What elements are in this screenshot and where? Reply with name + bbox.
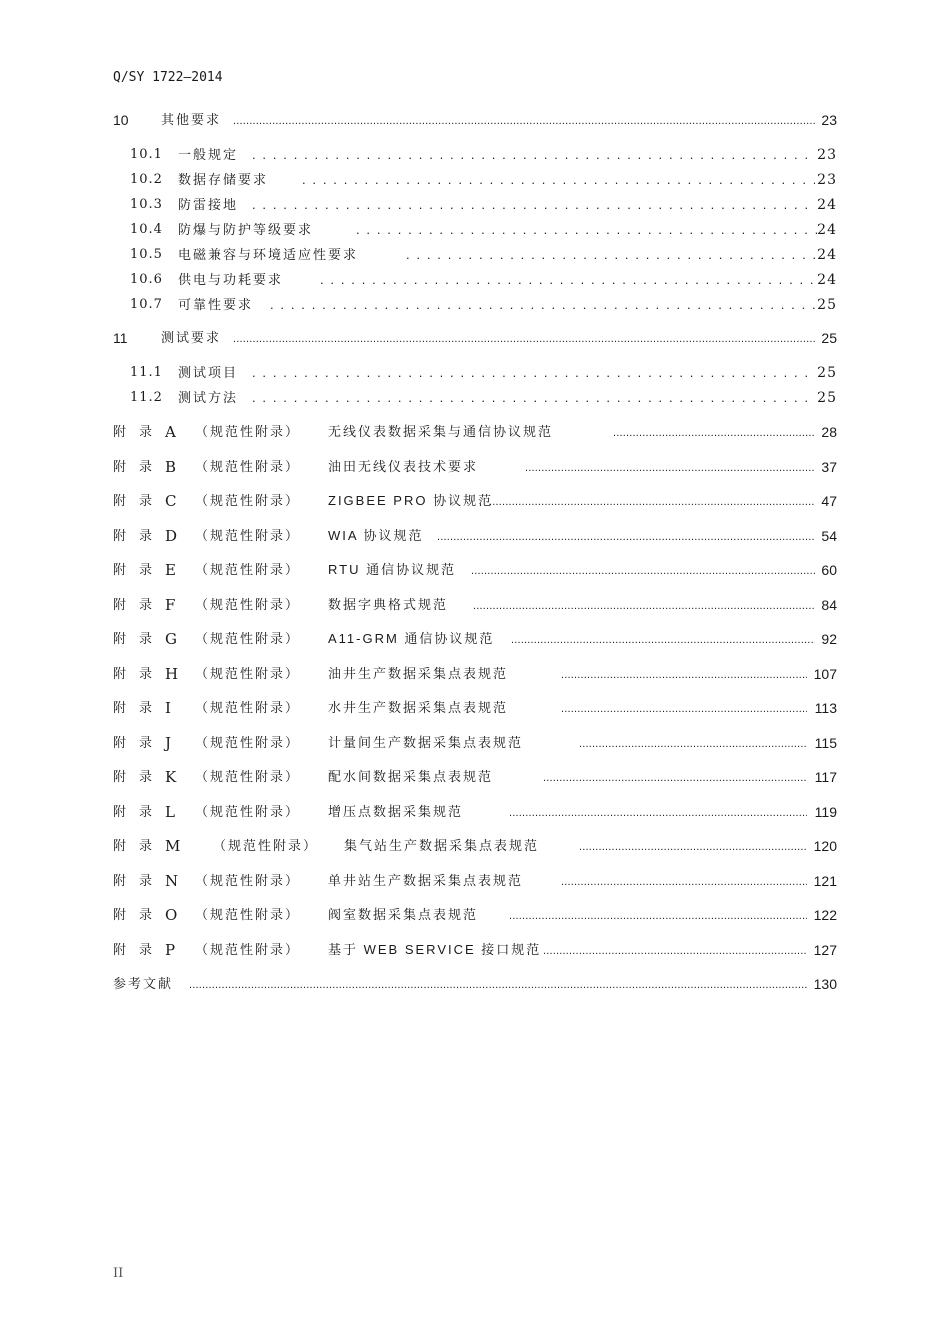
toc-page: 25 (817, 390, 837, 406)
annex-entry[interactable] (113, 802, 837, 822)
annex-word: 录 (139, 459, 153, 474)
annex-page: 92 (821, 631, 837, 647)
annex-word: 录 (139, 873, 153, 888)
annex-kind: （规范性附录） (195, 942, 301, 957)
annex-letter: G (165, 630, 177, 648)
annex-kind: （规范性附录） (195, 907, 301, 922)
annex-entry[interactable] (113, 698, 837, 718)
annex-entry[interactable] (113, 422, 837, 442)
toc-number: 10 (113, 112, 129, 128)
annex-letter: O (165, 906, 178, 924)
toc-entry[interactable] (113, 328, 837, 348)
annex-entry[interactable] (113, 491, 837, 511)
toc-title: 一般规定 (178, 147, 239, 162)
toc-entry[interactable] (130, 245, 837, 265)
annex-letter: H (165, 665, 179, 683)
annex-word: 录 (139, 838, 153, 853)
annex-entry[interactable] (113, 664, 837, 684)
annex-entry[interactable] (113, 629, 837, 649)
annex-word: 附 (113, 769, 127, 784)
annex-entry[interactable] (113, 836, 837, 856)
annex-page: 37 (821, 459, 837, 475)
annex-entry[interactable] (113, 767, 837, 787)
toc-entry[interactable] (130, 363, 837, 383)
annex-word: 附 (113, 942, 127, 957)
annex-kind: （规范性附录） (195, 700, 301, 715)
annex-kind: （规范性附录） (195, 631, 301, 646)
toc-page: 24 (817, 222, 837, 238)
annex-title: 油田无线仪表技术要求 (328, 459, 479, 474)
toc-number: 10.4 (130, 222, 163, 237)
leader-dots (613, 422, 815, 443)
annex-word: 录 (139, 631, 153, 646)
toc-page: 23 (821, 112, 837, 128)
page-number: II (113, 1266, 124, 1281)
leader-dots (579, 733, 807, 754)
annex-page: 84 (821, 597, 837, 613)
leader-dots (252, 195, 815, 215)
toc-page: 24 (817, 247, 837, 263)
annex-word: 录 (139, 769, 153, 784)
annex-letter: E (165, 561, 176, 579)
annex-word: 附 (113, 597, 127, 612)
annex-word: 录 (139, 597, 153, 612)
leader-dots (356, 220, 819, 240)
toc-page: 25 (821, 330, 837, 346)
annex-title: 配水间数据采集点表规范 (328, 769, 494, 784)
annex-title: 计量间生产数据采集点表规范 (328, 735, 524, 750)
toc-entry[interactable] (130, 220, 837, 240)
annex-kind: （规范性附录） (195, 666, 301, 681)
annex-letter: B (165, 458, 177, 476)
annex-word: 录 (139, 666, 153, 681)
annex-letter: M (165, 837, 181, 855)
toc-page: 23 (817, 147, 837, 163)
annex-word: 录 (139, 735, 153, 750)
annex-title: 水井生产数据采集点表规范 (328, 700, 509, 715)
annex-title: 增压点数据采集规范 (328, 804, 464, 819)
annex-word: 录 (139, 700, 153, 715)
annex-kind: （规范性附录） (195, 493, 301, 508)
annex-kind: （规范性附录） (195, 597, 301, 612)
toc-number: 10.3 (130, 197, 163, 212)
annex-title: 无线仪表数据采集与通信协议规范 (328, 424, 554, 439)
toc-number: 10.1 (130, 147, 163, 162)
annex-word: 附 (113, 838, 127, 853)
annex-page: 28 (821, 424, 837, 440)
annex-kind: （规范性附录） (195, 528, 301, 543)
annex-word: 附 (113, 873, 127, 888)
annex-kind: （规范性附录） (195, 459, 301, 474)
annex-entry[interactable] (113, 940, 837, 960)
document-code: Q/SY 1722—2014 (113, 70, 223, 85)
leader-dots (437, 526, 815, 547)
annex-word: 附 (113, 562, 127, 577)
leader-dots (233, 110, 815, 131)
annex-page: 113 (814, 700, 837, 716)
annex-page: 121 (813, 873, 837, 889)
annex-title: ZIGBEE PRO 协议规范 (328, 493, 494, 508)
toc-entry[interactable] (113, 110, 837, 130)
toc-title: 供电与功耗要求 (178, 272, 284, 287)
annex-entry[interactable] (113, 526, 837, 546)
toc-entry[interactable] (130, 270, 837, 290)
annex-kind: （规范性附录） (213, 838, 319, 853)
annex-kind: （规范性附录） (195, 769, 301, 784)
leader-dots (525, 457, 815, 478)
annex-title: A11-GRM 通信协议规范 (328, 631, 495, 646)
annex-entry[interactable] (113, 595, 837, 615)
annex-title: 基于 WEB SERVICE 接口规范 (328, 942, 542, 957)
toc-title: 数据存储要求 (178, 172, 269, 187)
annex-kind: （规范性附录） (195, 562, 301, 577)
annex-letter: I (165, 699, 171, 717)
toc-page: 25 (817, 297, 837, 313)
annex-page: 60 (821, 562, 837, 578)
leader-dots (561, 664, 807, 685)
annex-word: 录 (139, 424, 153, 439)
annex-word: 附 (113, 631, 127, 646)
toc-title: 电磁兼容与环境适应性要求 (178, 247, 359, 262)
toc-entry[interactable] (130, 388, 837, 408)
annex-page: 117 (814, 769, 837, 785)
annex-word: 附 (113, 666, 127, 681)
annex-word: 附 (113, 700, 127, 715)
toc-title: 测试方法 (178, 390, 239, 405)
annex-title: 数据字典格式规范 (328, 597, 449, 612)
annex-letter: J (165, 734, 172, 752)
annex-kind: （规范性附录） (195, 424, 301, 439)
toc-title: 其他要求 (161, 112, 222, 127)
annex-title: 阀室数据采集点表规范 (328, 907, 479, 922)
annex-word: 附 (113, 459, 127, 474)
toc-number: 10.5 (130, 247, 163, 262)
annex-word: 附 (113, 528, 127, 543)
annex-letter: D (165, 527, 178, 545)
annex-kind: （规范性附录） (195, 735, 301, 750)
toc-title: 可靠性要求 (178, 297, 254, 312)
annex-entry[interactable] (113, 733, 837, 753)
leader-dots (509, 802, 807, 823)
toc-title: 防爆与防护等级要求 (178, 222, 314, 237)
toc-entry-references[interactable] (113, 974, 837, 994)
annex-entry[interactable] (113, 457, 837, 477)
toc-number: 11.1 (130, 365, 163, 380)
leader-dots (252, 363, 815, 383)
leader-dots (252, 145, 815, 165)
toc-title: 测试项目 (178, 365, 239, 380)
leader-dots (511, 629, 815, 650)
annex-entry[interactable] (113, 905, 837, 925)
leader-dots (473, 595, 815, 616)
annex-title: 集气站生产数据采集点表规范 (344, 838, 540, 853)
leader-dots (561, 871, 807, 892)
annex-title: 油井生产数据采集点表规范 (328, 666, 509, 681)
annex-letter: A (165, 423, 176, 441)
annex-entry[interactable] (113, 871, 837, 891)
annex-entry[interactable] (113, 560, 837, 580)
toc-entry[interactable] (130, 295, 837, 315)
toc-number: 10.6 (130, 272, 163, 287)
leader-dots (252, 388, 815, 408)
annex-word: 录 (139, 493, 153, 508)
toc-page: 130 (813, 976, 837, 992)
annex-word: 附 (113, 424, 127, 439)
toc-title: 参考文献 (113, 976, 174, 991)
leader-dots (543, 767, 807, 788)
annex-page: 115 (814, 735, 837, 751)
toc-number: 11 (113, 330, 128, 346)
toc-title: 防雷接地 (178, 197, 239, 212)
leader-dots (302, 170, 815, 190)
annex-word: 附 (113, 735, 127, 750)
leader-dots (471, 560, 815, 581)
annex-letter: N (165, 872, 179, 890)
annex-word: 附 (113, 804, 127, 819)
leader-dots (543, 940, 807, 961)
annex-kind: （规范性附录） (195, 804, 301, 819)
annex-kind: （规范性附录） (195, 873, 301, 888)
annex-page: 107 (813, 666, 837, 682)
annex-letter: K (165, 768, 177, 786)
toc-page: 24 (817, 272, 837, 288)
annex-page: 119 (814, 804, 837, 820)
toc-page: 23 (817, 172, 837, 188)
toc-entry[interactable] (130, 145, 837, 165)
leader-dots (406, 245, 819, 265)
annex-word: 录 (139, 942, 153, 957)
toc-title: 测试要求 (161, 330, 222, 345)
annex-letter: L (165, 803, 175, 821)
leader-dots (233, 328, 815, 349)
toc-page: 24 (817, 197, 837, 213)
annex-word: 附 (113, 907, 127, 922)
annex-title: RTU 通信协议规范 (328, 562, 457, 577)
leader-dots (189, 974, 807, 995)
annex-page: 47 (821, 493, 837, 509)
annex-title: WIA 协议规范 (328, 528, 424, 543)
annex-word: 录 (139, 907, 153, 922)
annex-word: 录 (139, 804, 153, 819)
toc-entry[interactable] (130, 170, 837, 190)
toc-entry[interactable] (130, 195, 837, 215)
annex-letter: C (165, 492, 177, 510)
leader-dots (489, 491, 815, 512)
toc-number: 10.2 (130, 172, 163, 187)
annex-title: 单井站生产数据采集点表规范 (328, 873, 524, 888)
annex-letter: F (165, 596, 176, 614)
leader-dots (561, 698, 807, 719)
leader-dots (320, 270, 819, 290)
annex-word: 录 (139, 528, 153, 543)
leader-dots (509, 905, 807, 926)
leader-dots (579, 836, 807, 857)
annex-page: 120 (813, 838, 837, 854)
annex-word: 附 (113, 493, 127, 508)
annex-letter: P (165, 941, 176, 959)
leader-dots (270, 295, 815, 315)
annex-page: 127 (813, 942, 837, 958)
toc-number: 10.7 (130, 297, 163, 312)
annex-word: 录 (139, 562, 153, 577)
toc-page: 25 (817, 365, 837, 381)
annex-page: 122 (813, 907, 837, 923)
annex-page: 54 (821, 528, 837, 544)
toc-number: 11.2 (130, 390, 163, 405)
